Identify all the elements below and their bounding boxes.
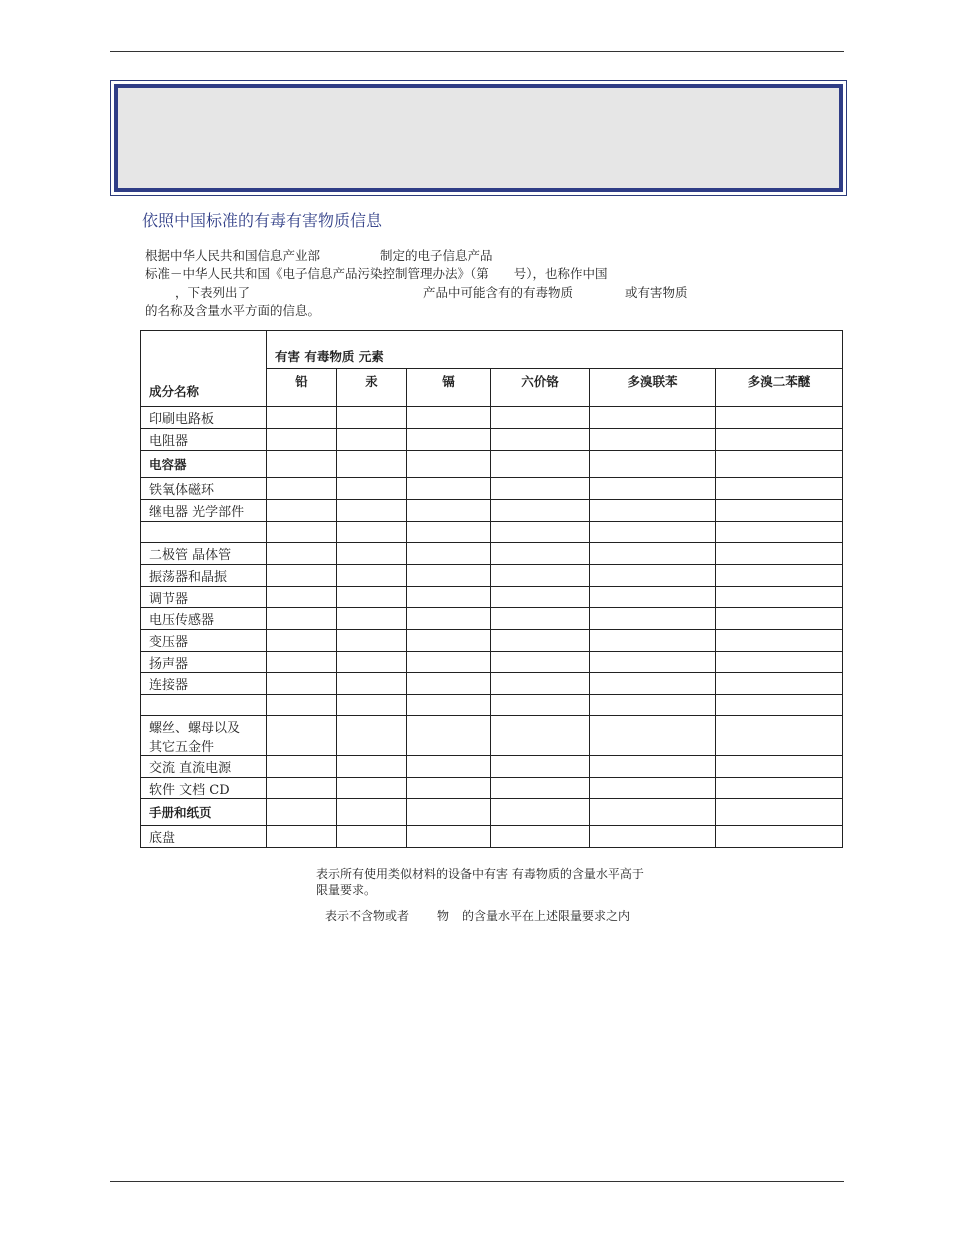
substance-group-header: 有害 有毒物质 元素 (267, 331, 843, 369)
substance-cell (716, 716, 843, 756)
substance-cell (716, 478, 843, 500)
substance-cell (337, 565, 407, 587)
table-row (141, 587, 843, 608)
component-name-cell (141, 826, 267, 848)
section-heading: 依照中国标准的有毒有害物质信息 (142, 211, 383, 230)
table-row (141, 826, 843, 848)
component-name-cell (141, 778, 267, 799)
table-row (141, 716, 843, 756)
table-row (141, 608, 843, 630)
substance-cell (267, 799, 337, 826)
substance-cell (716, 756, 843, 778)
substance-cell (491, 799, 590, 826)
substance-cell (716, 608, 843, 630)
footer-rule (110, 1181, 844, 1182)
substance-cell (491, 522, 590, 543)
component-name: 电容器 (149, 457, 187, 472)
substance-cell (590, 695, 716, 716)
legend-line-2: 限量要求。 (316, 883, 377, 897)
component-name-cell (141, 587, 267, 608)
substance-header: 多溴联苯 (590, 369, 716, 407)
table-row (141, 522, 843, 543)
substance-cell (337, 695, 407, 716)
substance-cell (337, 778, 407, 799)
substance-cell (491, 543, 590, 565)
substance-cell (337, 407, 407, 429)
intro-line-4: 的名称及含量水平方面的信息。 (145, 303, 321, 318)
component-name: 手册和纸页 (149, 805, 212, 820)
hazardous-substances-table (140, 330, 843, 848)
table-row (141, 543, 843, 565)
substance-header: 汞 (337, 369, 407, 407)
table-row (141, 695, 843, 716)
header-rule (110, 51, 844, 52)
table-row (141, 565, 843, 587)
substance-cell (491, 587, 590, 608)
component-name-cell (141, 673, 267, 695)
substance-cell (590, 630, 716, 652)
substance-cell (267, 478, 337, 500)
substance-cell (491, 500, 590, 522)
substance-cell (337, 451, 407, 478)
substance-cell (267, 451, 337, 478)
substance-cell (337, 500, 407, 522)
component-name-cell (141, 652, 267, 673)
substance-header: 铅 (267, 369, 337, 407)
substance-cell (716, 826, 843, 848)
substance-cell (491, 716, 590, 756)
component-name: 底盘 (149, 831, 176, 846)
substance-cell (590, 826, 716, 848)
substance-cell (491, 478, 590, 500)
table-row (141, 407, 843, 429)
table-row (141, 799, 843, 826)
substance-cell (590, 407, 716, 429)
substance-cell (267, 652, 337, 673)
substance-cell (267, 608, 337, 630)
substance-cell (590, 756, 716, 778)
intro-line-3a: ，下表列出了 (175, 285, 251, 300)
substance-cell (407, 407, 491, 429)
substance-cell (337, 478, 407, 500)
substance-cell (716, 652, 843, 673)
component-name-cell (141, 716, 267, 756)
substance-cell (590, 799, 716, 826)
component-name-cell (141, 451, 267, 478)
substance-cell (716, 543, 843, 565)
substance-cell (337, 630, 407, 652)
substance-cell (491, 565, 590, 587)
substance-cell (716, 565, 843, 587)
substance-cell (407, 778, 491, 799)
component-name: 软件 文档 CD (149, 782, 230, 798)
substance-cell (491, 630, 590, 652)
substance-cell (590, 478, 716, 500)
substance-cell (337, 543, 407, 565)
substance-cell (407, 673, 491, 695)
component-name-cell (141, 565, 267, 587)
substance-cell (590, 716, 716, 756)
substance-cell (407, 799, 491, 826)
substance-cell (590, 429, 716, 451)
table-row (141, 778, 843, 799)
substance-cell (716, 630, 843, 652)
substance-cell (337, 522, 407, 543)
title-banner-fill (114, 84, 843, 192)
substance-cell (337, 673, 407, 695)
substance-cell (716, 695, 843, 716)
substance-cell (590, 522, 716, 543)
substance-cell (267, 522, 337, 543)
substance-cell (491, 429, 590, 451)
substance-cell (590, 500, 716, 522)
substance-cell (716, 587, 843, 608)
substance-cell (716, 451, 843, 478)
substance-cell (716, 500, 843, 522)
substance-cell (491, 451, 590, 478)
substance-cell (491, 608, 590, 630)
substance-cell (407, 652, 491, 673)
table-row (141, 673, 843, 695)
substance-cell (407, 716, 491, 756)
intro-line-1b: 制定的电子信息产品 (380, 248, 493, 263)
substance-cell (407, 608, 491, 630)
component-name: 螺丝、螺母以及 (149, 720, 241, 736)
substance-cell (267, 630, 337, 652)
table-row (141, 451, 843, 478)
substance-cell (407, 565, 491, 587)
substance-cell (491, 407, 590, 429)
substance-cell (716, 778, 843, 799)
component-name-cell (141, 695, 267, 716)
substance-cell (267, 716, 337, 756)
component-name: 振荡器和晶振 (149, 570, 228, 585)
substance-cell (337, 608, 407, 630)
component-name: 印刷电路板 (149, 412, 215, 427)
legend-line-3b: 物 (437, 909, 450, 923)
substance-cell (590, 608, 716, 630)
component-name-cell (141, 429, 267, 451)
substance-cell (267, 778, 337, 799)
substance-cell (267, 756, 337, 778)
substance-header: 六价铬 (491, 369, 590, 407)
substance-cell (267, 407, 337, 429)
component-name: 连接器 (149, 678, 189, 693)
component-name-cell (141, 756, 267, 778)
substance-cell (590, 565, 716, 587)
substance-cell (267, 826, 337, 848)
substance-cell (337, 716, 407, 756)
substance-cell (267, 500, 337, 522)
component-name: 铁氧体磁环 (149, 483, 215, 498)
substance-cell (407, 587, 491, 608)
table-row (141, 652, 843, 673)
substance-cell (491, 695, 590, 716)
substance-cell (337, 799, 407, 826)
table-row (141, 500, 843, 522)
substance-cell (491, 652, 590, 673)
substance-header: 多溴二苯醚 (716, 369, 843, 407)
substance-cell (491, 826, 590, 848)
substance-cell (407, 756, 491, 778)
substance-cell (267, 673, 337, 695)
substance-cell (407, 522, 491, 543)
title-banner (110, 80, 847, 196)
component-name-cell (141, 608, 267, 630)
table-row (141, 478, 843, 500)
component-name: 调节器 (149, 591, 189, 607)
substance-cell (337, 429, 407, 451)
component-name: 交流 直流电源 (149, 761, 232, 776)
intro-line-3c: 或有害物质 (625, 285, 688, 300)
legend-line-3a: 表示不含物或者 (325, 909, 410, 923)
substance-cell (590, 587, 716, 608)
substance-cell (716, 407, 843, 429)
intro-line-3b: 产品中可能含有的有毒物质 (423, 285, 574, 300)
substance-cell (337, 756, 407, 778)
component-name-cell (141, 500, 267, 522)
component-name: 继电器 光学部件 (149, 505, 245, 520)
component-name: 电压传感器 (149, 613, 215, 628)
table-row (141, 756, 843, 778)
substance-cell (590, 673, 716, 695)
intro-line-1a: 根据中华人民共和国信息产业部 (145, 248, 321, 263)
legend-line-1: 表示所有使用类似材料的设备中有害 有毒物质的含量水平高于 (316, 867, 644, 881)
substance-cell (716, 799, 843, 826)
substance-cell (590, 652, 716, 673)
substance-cell (407, 695, 491, 716)
component-name-cell (141, 543, 267, 565)
substance-cell (716, 522, 843, 543)
component-name: 变压器 (149, 635, 189, 650)
substance-cell (407, 826, 491, 848)
substance-header: 镉 (407, 369, 491, 407)
intro-line-2: 标准－中华人民共和国《电子信息产品污染控制管理办法》（第 号），也称作中国 (145, 266, 608, 281)
component-name-cell (141, 799, 267, 826)
component-name-header: 成分名称 (141, 331, 267, 407)
substance-cell (716, 673, 843, 695)
substance-cell (267, 695, 337, 716)
legend-line-3c: 的含量水平在上述限量要求之内 (462, 909, 631, 923)
substance-cell (590, 451, 716, 478)
substance-cell (337, 652, 407, 673)
substance-cell (407, 500, 491, 522)
substance-cell (491, 673, 590, 695)
substance-cell (267, 429, 337, 451)
component-name-cell (141, 522, 267, 543)
substance-cell (491, 756, 590, 778)
component-name-continued: 其它五金件 (149, 739, 215, 755)
substance-cell (267, 543, 337, 565)
component-name: 扬声器 (149, 656, 189, 672)
substance-cell (407, 478, 491, 500)
table-row (141, 429, 843, 451)
substance-cell (491, 778, 590, 799)
component-name-cell (141, 478, 267, 500)
substance-cell (267, 565, 337, 587)
substance-cell (590, 543, 716, 565)
substance-cell (407, 630, 491, 652)
table-body (141, 407, 843, 848)
substance-cell (337, 587, 407, 608)
substance-cell (716, 429, 843, 451)
table-row (141, 630, 843, 652)
substance-cell (407, 543, 491, 565)
component-name-cell (141, 630, 267, 652)
substance-cell (590, 778, 716, 799)
substance-cell (407, 451, 491, 478)
substance-cell (337, 826, 407, 848)
component-name: 电阻器 (149, 434, 189, 449)
component-name-cell (141, 407, 267, 429)
substance-cell (267, 587, 337, 608)
substance-cell (407, 429, 491, 451)
component-name: 二极管 晶体管 (149, 548, 232, 563)
